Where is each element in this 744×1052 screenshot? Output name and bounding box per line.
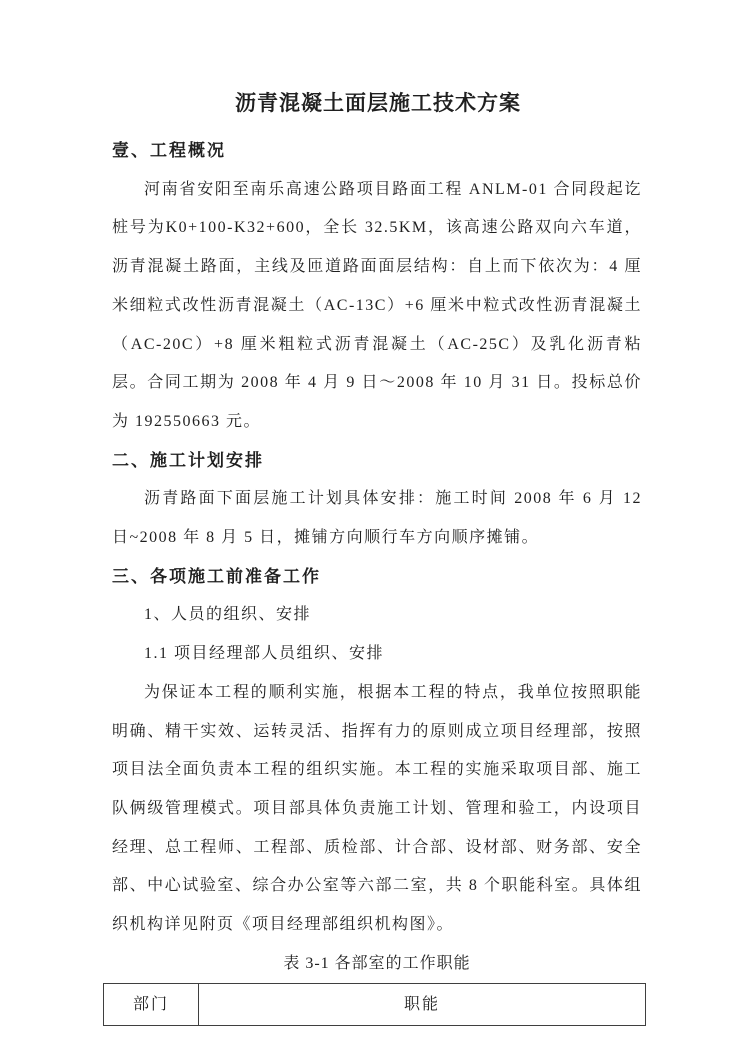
table-caption: 表 3-1 各部室的工作职能 xyxy=(283,954,471,972)
table-header-row xyxy=(104,984,646,1026)
list-item-personnel-organization: 1、人员的组织、安排 xyxy=(144,606,312,624)
paragraph-construction-schedule: 沥青路面下面层施工计划具体安排：施工时间 2008 年 6 月 12 日~2008 年 8 月 5 日，摊铺方向顺行车方向顺序摊铺。 xyxy=(112,490,642,547)
section-construction-schedule xyxy=(112,442,642,558)
paragraph-project-overview: 河南省安阳至南乐高速公路项目路面工程 ANLM-01 合同段起讫桩号为K0+100-K32+600，全长 32.5KM，该高速公路双向六车道，沥青混凝土路面，主线及匝道路面面层结构：自上而下依次为：4 厘米细粒式改性沥青混凝土（AC-13C）+6 厘米中粒式改性沥青混凝土（AC-20C）+8 厘米粗粒式沥青混凝土（AC-25C）及乳化沥青粘层。合同工期为 2008 年 4 月 9 日～2008 年 10 月 31 日。投标总价为 192550663 元。 xyxy=(112,180,642,430)
section-heading-project-overview: 壹、工程概况 xyxy=(112,141,226,160)
department-functions-table xyxy=(103,983,646,1026)
section-heading-preparation-work: 三、各项施工前准备工作 xyxy=(112,566,321,586)
paragraph-personnel-organization: 为保证本工程的顺利实施，根据本工程的特点，我单位按照职能明确、精干实效、运转灵活、指挥有力的原则成立项目经理部，按照项目法全面负责本工程的组织实施。本工程的实施采取项目部、施工队俩级管理模式。项目部具体负责施工计划、管理和验工，内设项目经理、总工程师、工程部、质检部、计合部、设材部、财务部、安全部、中心试验室、综合办公室等六部二室，共 8 个职能科室。具体组织机构详见附页《项目经理部组织机构图》。 xyxy=(112,683,642,934)
section-heading-construction-schedule: 二、施工计划安排 xyxy=(112,450,264,470)
table-header-department: 部门 xyxy=(104,984,199,1026)
document-body xyxy=(112,132,642,1026)
section-project-overview xyxy=(112,132,642,442)
table-header-function: 职能 xyxy=(199,984,646,1026)
section-preparation-work xyxy=(112,558,642,945)
document-title: 沥青混凝土面层施工技术方案 xyxy=(235,91,521,115)
list-item-project-dept-personnel: 1.1 项目经理部人员组织、安排 xyxy=(144,645,385,663)
